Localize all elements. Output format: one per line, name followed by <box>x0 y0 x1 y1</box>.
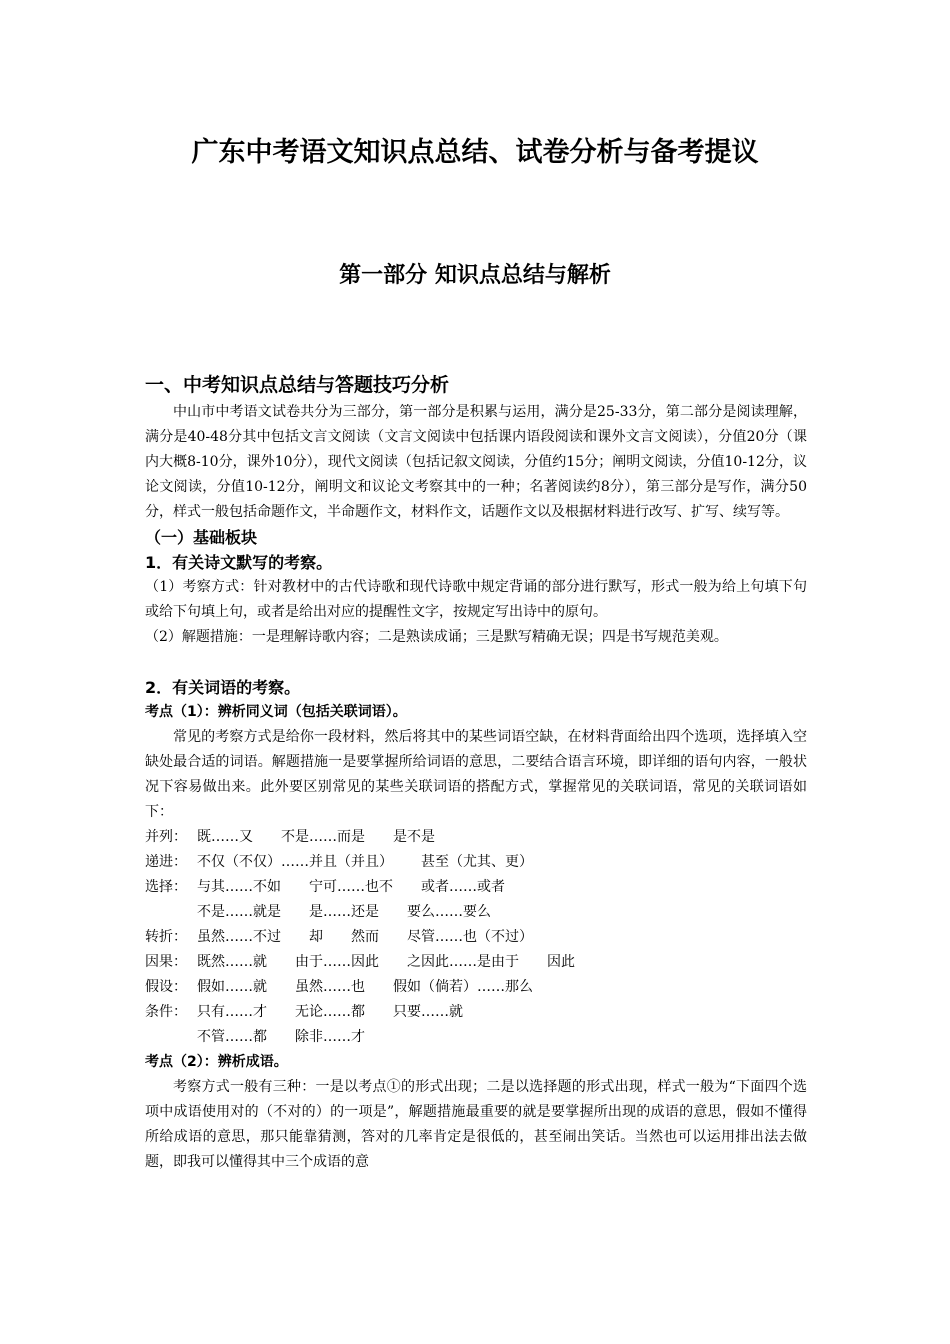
conjunction-row <box>145 1000 807 1025</box>
conjunction-row <box>145 950 807 975</box>
conjunction-category: 因果： <box>145 954 187 970</box>
conjunction-item: 之因此……是由于 <box>407 954 519 970</box>
conjunction-row <box>145 900 807 925</box>
conjunction-item: 假如（倘若）……那么 <box>393 979 533 995</box>
conjunction-list <box>145 825 807 1050</box>
conjunction-item: 宁可……也不 <box>309 879 393 895</box>
conjunction-row <box>145 850 807 875</box>
conjunction-item: 是不是 <box>393 829 435 845</box>
document-body <box>145 370 807 1175</box>
conjunction-item: 除非……才 <box>295 1029 365 1045</box>
conjunction-item: 要么……要么 <box>407 904 491 920</box>
conjunction-category: 并列： <box>145 829 187 845</box>
conjunction-row <box>145 925 807 950</box>
conjunction-row <box>145 875 807 900</box>
conjunction-item: 甚至（尤其、更） <box>421 854 533 870</box>
conjunction-item: 既……又 <box>197 829 253 845</box>
point2-heading: 考点（2）：辨析成语。 <box>145 1054 288 1070</box>
point1-heading: 考点（1）：辨析同义词（包括关联词语）。 <box>145 704 407 720</box>
conjunction-category: 递进： <box>145 854 187 870</box>
conjunction-item: 不是……就是 <box>197 904 281 920</box>
conjunction-item: 因此 <box>547 954 575 970</box>
conjunction-row <box>145 1025 807 1050</box>
subsection-heading: （一）基础板块 <box>145 528 258 547</box>
conjunction-item: 虽然……也 <box>295 979 365 995</box>
document-title: 广东中考语文知识点总结、试卷分析与备考提议 <box>191 137 759 168</box>
intro-paragraph: 中山市中考语文试卷共分为三部分，第一部分是积累与运用，满分是25-33分，第二部分是阅读理解，满分是40-48分其中包括文言文阅读（文言文阅读中包括课内语段阅读和课外文言文阅读），分值20分（课内大概8-10分，课外10分），现代文阅读（包括记叙文阅读，分值约15分；阐明文阅读，分值10-12分，议论文阅读，分值10-12分，阐明文和议论文考察其中的一种；名著阅读约8分），第三部分是写作，满分50分，样式一般包括命题作文，半命题作文，材料作文，话题作文以及根据材料进行改写、扩写、续写等。 <box>145 404 807 520</box>
conjunction-item: 或者……或者 <box>421 879 505 895</box>
conjunction-item: 与其……不如 <box>197 879 281 895</box>
conjunction-category: 转折： <box>145 929 187 945</box>
point2-paragraph: 考察方式一般有三种：一是以考点①的形式出现；二是以选择题的形式出现，样式一般为“下面四个选项中成语使用对的（不对的）的一项是”，解题措施最重要的就是要掌握所出现的成语的意思，假如不懂得所给成语的意思，那只能靠猜测，答对的几率肯定是很低的，甚至闹出笑话。当然也可以运用排出法去做题，即我可以懂得其中三个成语的意 <box>145 1079 807 1170</box>
conjunction-category: 假设： <box>145 979 187 995</box>
conjunction-item: 然而 <box>351 929 379 945</box>
conjunction-item: 是……还是 <box>309 904 379 920</box>
item1-paragraph-1: （1）考察方式：针对教材中的古代诗歌和现代诗歌中规定背诵的部分进行默写，形式一般为给上句填下句或给下句填上句，或者是给出对应的提醒性文字，按规定写出诗中的原句。 <box>145 579 807 620</box>
conjunction-category: 选择： <box>145 879 187 895</box>
conjunction-item: 却 <box>309 929 323 945</box>
conjunction-row <box>145 975 807 1000</box>
section-heading: 一、中考知识点总结与答题技巧分析 <box>145 374 450 396</box>
conjunction-item: 不是……而是 <box>281 829 365 845</box>
conjunction-item: 假如……就 <box>197 979 267 995</box>
conjunction-row <box>145 825 807 850</box>
item1-heading: 1．有关诗文默写的考察。 <box>145 553 333 572</box>
conjunction-item: 只有……才 <box>197 1004 267 1020</box>
conjunction-category: 条件： <box>145 1004 187 1020</box>
conjunction-item: 不管……都 <box>197 1029 267 1045</box>
conjunction-item: 只要……就 <box>393 1004 463 1020</box>
conjunction-item: 尽管……也（不过） <box>407 929 533 945</box>
conjunction-item: 既然……就 <box>197 954 267 970</box>
part-title: 第一部分 知识点总结与解析 <box>339 263 611 288</box>
conjunction-item: 不仅（不仅）……并且（并且） <box>197 854 393 870</box>
conjunction-item: 由于……因此 <box>295 954 379 970</box>
conjunction-item: 虽然……不过 <box>197 929 281 945</box>
blank-line <box>145 650 807 675</box>
item1-paragraph-2: （2）解题措施：一是理解诗歌内容；二是熟读成诵；三是默写精确无误；四是书写规范美观。 <box>145 629 728 645</box>
point1-paragraph: 常见的考察方式是给你一段材料，然后将其中的某些词语空缺，在材料背面给出四个选项，选择填入空缺处最合适的词语。解题措施一是要掌握所给词语的意思，二要结合语言环境，即详细的语句内容，一般状况下容易做出来。此外要区别常见的某些关联词语的搭配方式，掌握常见的关联词语，常见的关联词语如下： <box>145 729 807 820</box>
item2-heading: 2．有关词语的考察。 <box>145 678 301 697</box>
conjunction-item: 无论……都 <box>295 1004 365 1020</box>
